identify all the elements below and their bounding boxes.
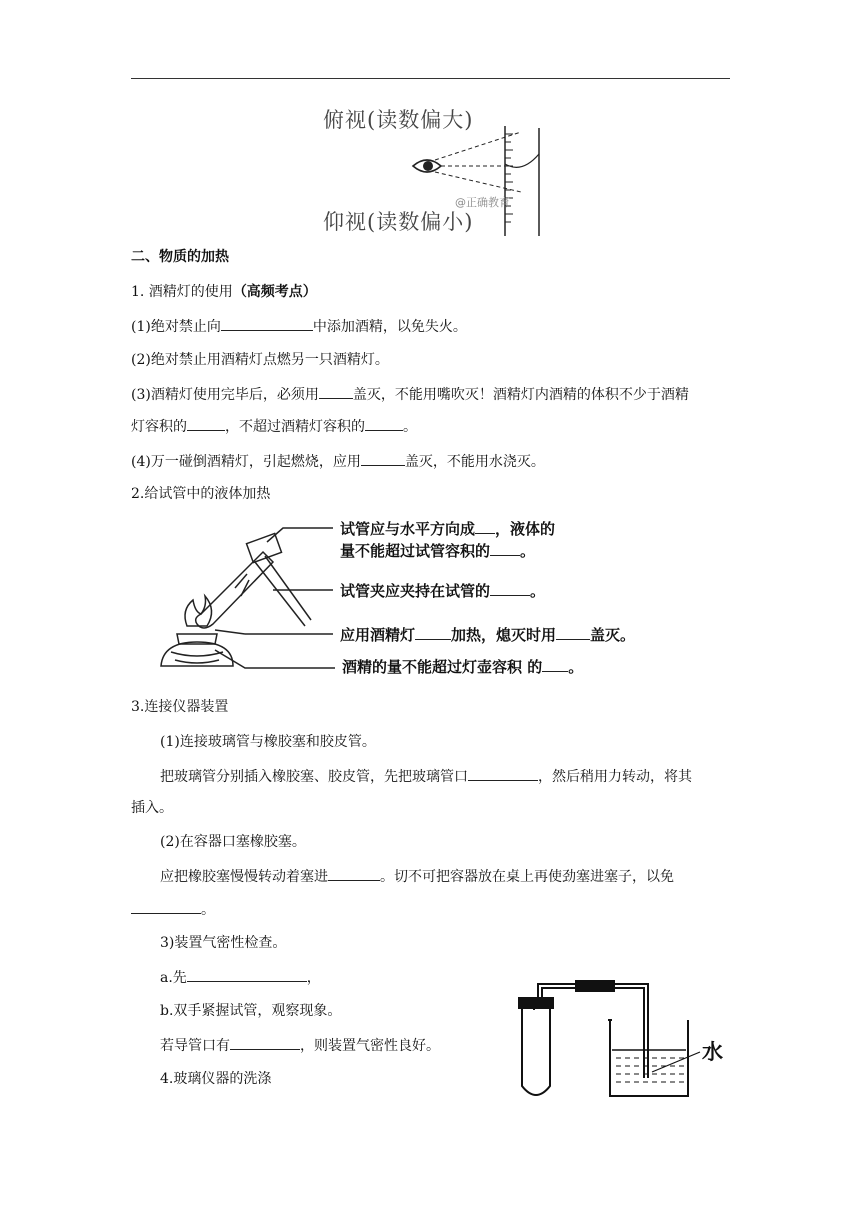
blank[interactable]: [415, 625, 451, 640]
caption-holder: 试管夹应夹持在试管的 。: [340, 582, 546, 600]
rule-2: (2)绝对禁止用酒精灯点燃另一只酒精灯。: [131, 352, 389, 368]
overhead-view-label: 俯视(读数偏大): [323, 108, 474, 132]
blank[interactable]: [319, 384, 353, 399]
rule-3-line-2: 灯容积的 ，不超过酒精灯容积的 。: [131, 416, 417, 437]
blank[interactable]: [475, 519, 495, 534]
upward-view-label: 仰视(读数偏小): [323, 210, 474, 234]
blank[interactable]: [490, 541, 520, 556]
rule-3-line-1: (3)酒精灯使用完毕后，必须用 盖灭，不能用嘴吹灭！酒精灯内酒精的体积不少于酒精: [131, 384, 689, 405]
blank[interactable]: [221, 316, 313, 331]
figure-reading-view: [315, 98, 545, 240]
blank[interactable]: [131, 899, 201, 914]
airtight-step-b: b.双手紧握试管，观察现象。: [160, 1003, 342, 1019]
item-alcohol-lamp: 1. 酒精灯的使用（高频考点）: [131, 284, 317, 300]
airtight-step-a: a.先 ，: [160, 967, 321, 988]
caption-flame: 应用酒精灯 加热，熄灭时用 盖灭。: [340, 626, 636, 644]
blank[interactable]: [542, 657, 568, 672]
blank[interactable]: [468, 766, 538, 781]
connect-step-1-body-cont: 插入。: [131, 800, 173, 816]
rule-4: (4)万一碰倒酒精灯，引起燃烧，应用 盖灭，不能用水浇灭。: [131, 451, 545, 472]
airtight-step-c: 若导管口有 ，则装置气密性良好。: [160, 1035, 440, 1056]
connect-step-1-body: 把玻璃管分别插入橡胶塞、胶皮管，先把玻璃管口 ，然后稍用力转动，将其: [160, 766, 692, 787]
figure-airtight-apparatus: [512, 974, 742, 1104]
connect-step-2-body: 应把橡胶塞慢慢转动着塞进 。切不可把容器放在桌上再使劲塞进塞子，以免: [160, 866, 674, 887]
caption-lamp-volume: 酒精的量不能超过灯壶容积 的 。: [342, 658, 584, 676]
connect-step-2-body-cont: 。: [131, 899, 215, 920]
connect-step-2: (2)在容器口塞橡胶塞。: [160, 834, 306, 850]
section-heading-connect: 3.连接仪器装置: [131, 699, 229, 715]
rule-1: (1)绝对禁止向 中添加酒精，以免失火。: [131, 316, 467, 337]
item-heating-liquid: 2.给试管中的液体加热: [131, 486, 271, 502]
airtight-check-title: 3)装置气密性检查。: [160, 935, 287, 951]
caption-angle: 试管应与水平方向成 ，液体的: [340, 520, 556, 538]
water-label: 水: [702, 1040, 723, 1064]
blank[interactable]: [361, 451, 405, 466]
figure-heating-test-tube: [155, 514, 715, 682]
blank[interactable]: [556, 625, 590, 640]
blank[interactable]: [328, 866, 380, 881]
blank[interactable]: [187, 967, 307, 982]
connect-step-1: (1)连接玻璃管与橡胶塞和胶皮管。: [160, 734, 376, 750]
high-frequency-tag: （高频考点）: [232, 284, 317, 300]
section-heading-heating: 二、物质的加热: [131, 249, 229, 265]
blank[interactable]: [365, 416, 403, 431]
caption-volume: 量不能超过试管容积的 。: [340, 542, 536, 560]
header-rule: [131, 78, 730, 79]
blank[interactable]: [490, 581, 530, 596]
watermark: @正确教育: [455, 196, 510, 209]
blank[interactable]: [187, 416, 225, 431]
item-glassware-washing: 4.玻璃仪器的洗涤: [160, 1071, 272, 1087]
blank[interactable]: [230, 1035, 300, 1050]
